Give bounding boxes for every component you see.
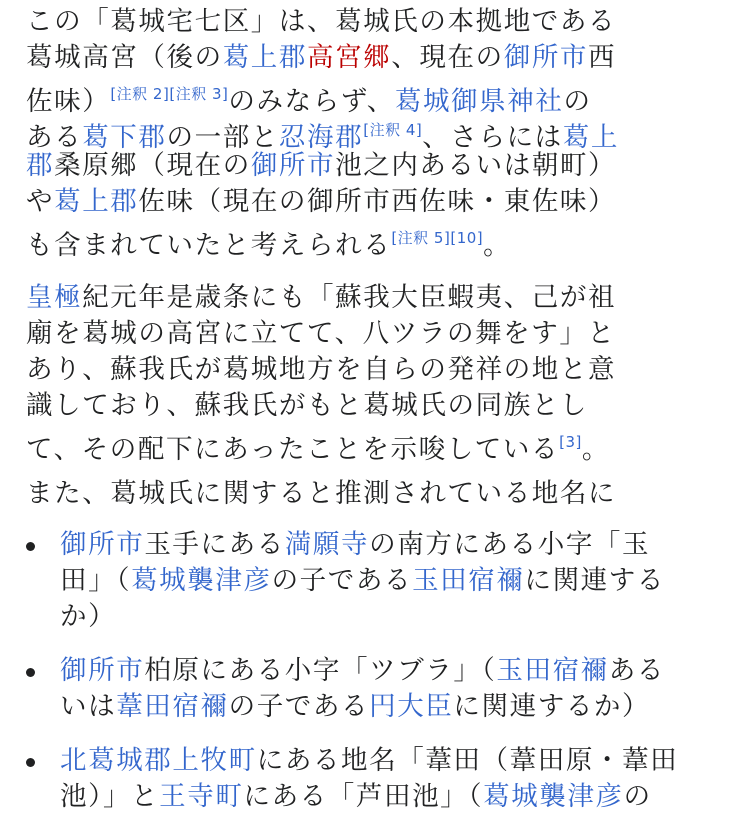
footnote-ref-note-5[interactable]: [注釈 5] bbox=[391, 229, 451, 247]
link-katsuragi-no-sotsuhiko[interactable]: 葛城襲津彦 bbox=[131, 565, 272, 596]
text-line: も含まれていたと考えられる[注釈 5][10]。 bbox=[26, 229, 512, 261]
link-katsuragi-no-sotsuhiko-2[interactable]: 葛城襲津彦 bbox=[483, 781, 624, 812]
link-katsuragi-kami-gun-2-cont[interactable]: 郡 bbox=[26, 150, 55, 181]
link-katsuragi-shimo-gun[interactable]: 葛下郡 bbox=[82, 122, 167, 153]
place-name-list bbox=[0, 528, 748, 816]
bullet-icon bbox=[26, 758, 35, 767]
bullet-icon bbox=[26, 542, 35, 551]
list-item: 北葛城郡上牧町にある地名「葦田（葦田原・葦田 池）」と王寺町にある「芦田池」（葛城襲津彦の bbox=[0, 744, 748, 816]
link-tamada-no-sukune[interactable]: 玉田宿禰 bbox=[412, 565, 525, 596]
text-line: また、葛城氏に関すると推測されている地名に bbox=[26, 478, 617, 509]
footnote-ref-note-3[interactable]: [注釈 3] bbox=[169, 85, 229, 103]
text-line: 識しており、蘇我氏がもと葛城氏の同族とし bbox=[26, 390, 588, 421]
list-item: 御所市玉手にある満願寺の南方にある小字「玉 田」（葛城襲津彦の子である玉田宿禰に関連する か） bbox=[0, 528, 748, 636]
link-kogyoku[interactable]: 皇極 bbox=[26, 282, 83, 313]
link-kanmaki-cho[interactable]: 上牧町 bbox=[172, 745, 257, 776]
text-line: て、その配下にあったことを示唆している[3]。 bbox=[26, 433, 610, 465]
link-takamiya-go-missing[interactable]: 高宮郷 bbox=[307, 42, 392, 73]
footnote-ref-10[interactable]: [10] bbox=[450, 229, 484, 247]
text-line: 郡桑原郷（現在の御所市池之内あるいは朝町） bbox=[26, 150, 617, 181]
paragraph-place-names-intro bbox=[0, 476, 748, 512]
link-gose-shi[interactable]: 御所市 bbox=[503, 42, 589, 73]
text-line: あり、蘇我氏が葛城地方を自らの発祥の地と意 bbox=[26, 354, 617, 385]
link-gose-shi-2[interactable]: 御所市 bbox=[250, 150, 336, 181]
link-tamada-no-sukune-2[interactable]: 玉田宿禰 bbox=[496, 655, 609, 686]
text-line: この「葛城宅七区」は、葛城氏の本拠地である bbox=[26, 6, 617, 37]
link-katsuragi-kami-gun-3[interactable]: 葛上郡 bbox=[54, 186, 139, 217]
link-gose-shi-4[interactable]: 御所市 bbox=[60, 655, 145, 686]
link-oji-cho[interactable]: 王寺町 bbox=[159, 781, 244, 812]
footnote-ref-note-2[interactable]: [注釈 2] bbox=[110, 85, 170, 103]
link-ashida-no-sukune[interactable]: 葦田宿禰 bbox=[116, 691, 229, 722]
link-oshimi-gun[interactable]: 忍海郡 bbox=[278, 122, 364, 153]
text-line: ある葛下郡の一部と忍海郡[注釈 4]、さらには葛上 bbox=[26, 121, 619, 153]
footnote-ref-3[interactable]: [3] bbox=[559, 433, 582, 451]
text-line: 皇極紀元年是歳条にも「蘇我大臣蝦夷、己が祖 bbox=[26, 282, 617, 313]
text-line: や葛上郡佐味（現在の御所市西佐味・東佐味） bbox=[26, 186, 617, 217]
link-katsuragi-kami-gun[interactable]: 葛上郡 bbox=[222, 42, 308, 73]
footnote-ref-note-4[interactable]: [注釈 4] bbox=[363, 121, 423, 139]
list-item: 御所市柏原にある小字「ツブラ」（玉田宿禰ある いは葦田宿禰の子である円大臣に関連するか） bbox=[0, 654, 748, 726]
text-line: 佐味）[注釈 2][注釈 3]のみならず、葛城御県神社の bbox=[26, 85, 592, 117]
bullet-icon bbox=[26, 668, 35, 677]
paragraph-kogyoku-record bbox=[0, 280, 748, 465]
link-katsuragi-kami-gun-2[interactable]: 葛上 bbox=[562, 122, 619, 153]
text-line: 葛城高宮（後の葛上郡高宮郷、現在の御所市西 bbox=[26, 42, 617, 73]
link-mangan-ji[interactable]: 満願寺 bbox=[284, 529, 370, 560]
link-tsubura-no-omi[interactable]: 円大臣 bbox=[369, 691, 454, 722]
paragraph-katsuragi-residence bbox=[0, 4, 748, 261]
link-katsuragi-miagata-jinja[interactable]: 葛城御県神社 bbox=[394, 86, 564, 117]
text-line: 廟を葛城の高宮に立てて、八ツラの舞をす」と bbox=[26, 318, 616, 349]
link-gose-shi-3[interactable]: 御所市 bbox=[60, 529, 145, 560]
link-kitakatsuragi-gun[interactable]: 北葛城郡 bbox=[60, 745, 173, 776]
